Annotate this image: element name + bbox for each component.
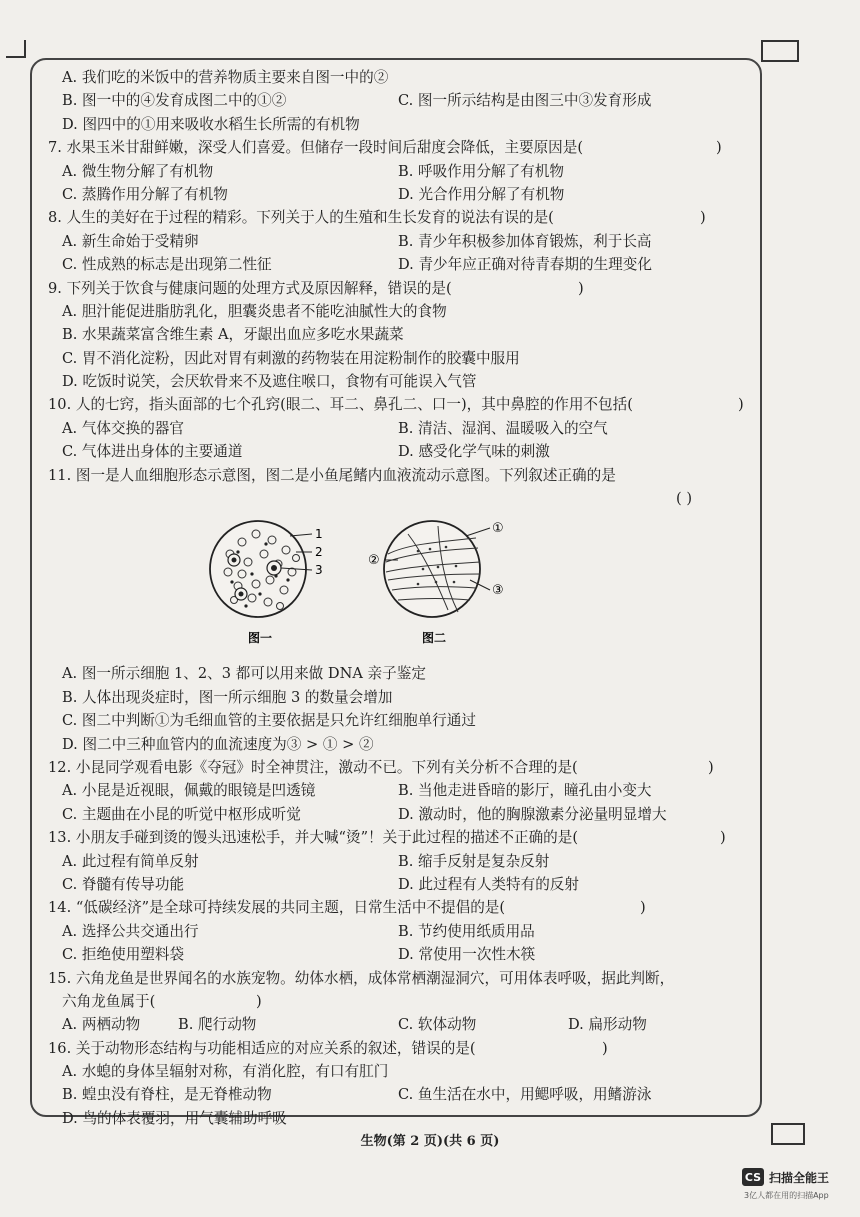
- q16-stem: 16. 关于动物形态结构与功能相适应的对应关系的叙述，错误的是( ): [48, 1039, 608, 1057]
- q8-stem: 8. 人生的美好在于过程的精彩。下列关于人的生殖和生长发育的说法有误的是( ): [48, 209, 706, 227]
- q10-option-b: B. 清洁、湿润、温暖吸入的空气: [398, 419, 608, 437]
- q16-option-b: B. 蝗虫没有脊柱，是无脊椎动物: [62, 1086, 272, 1104]
- corner-mark-top-left: [6, 40, 26, 58]
- scanner-watermark: [742, 1168, 829, 1186]
- q12-option-d: D. 激动时，他的胸腺激素分泌量明显增大: [398, 805, 667, 823]
- q10-options-cd: [48, 440, 748, 463]
- q10-options-ab: [48, 417, 748, 440]
- q15-option-a: A. 两栖动物: [62, 1016, 141, 1034]
- q8-options-ab: [48, 230, 748, 253]
- q11-answer-paren: ( ): [676, 490, 693, 508]
- q9-stem: 9. 下列关于饮食与健康问题的处理方式及原因解释，错误的是( ): [48, 279, 584, 297]
- q16-options-bc: [48, 1083, 748, 1106]
- q15-options: [48, 1013, 748, 1036]
- q7-option-a: A. 微生物分解了有机物: [62, 162, 214, 180]
- fig2-label-3: ③: [492, 583, 504, 599]
- q7-stem: 7. 水果玉米甘甜鲜嫩，深受人们喜爱。但储存一段时间后甜度会降低，主要原因是( ): [48, 139, 722, 157]
- q11-option-a: A. 图一所示细胞 1、2、3 都可以用来做 DNA 亲子鉴定: [62, 665, 426, 683]
- q7-option-d: D. 光合作用分解了有机物: [398, 185, 565, 203]
- q12-options-cd: [48, 803, 748, 826]
- q11-option-b: B. 人体出现炎症时，图一所示细胞 3 的数量会增加: [62, 688, 393, 706]
- q9-option-c: C. 胃不消化淀粉，因此对胃有刺激的药物装在用淀粉制作的胶囊中服用: [62, 349, 520, 367]
- q8-option-b: B. 青少年积极参加体育锻炼，利于长高: [398, 232, 652, 250]
- fig1-label-2: 2: [315, 545, 323, 560]
- q15-option-b: B. 爬行动物: [178, 1016, 257, 1034]
- q16-option-a: A. 水螅的身体呈辐射对称，有消化腔，有口有肛门: [62, 1063, 389, 1081]
- q11-option-c: C. 图二中判断①为毛细血管的主要依据是只允许红细胞单行通过: [62, 712, 476, 730]
- corner-mark-top-right: [761, 40, 799, 62]
- q14-option-b: B. 节约使用纸质用品: [398, 922, 535, 940]
- q10-option-c: C. 气体进出身体的主要通道: [62, 443, 243, 461]
- blood-figures: [208, 514, 608, 662]
- q14-stem: 14. “低碳经济”是全球可持续发展的共同主题，日常生活中不提倡的是( ): [48, 899, 646, 917]
- q7-option-c: C. 蒸腾作用分解了有机物: [62, 185, 228, 203]
- q15-stem-2: 六角龙鱼属于( ): [62, 992, 262, 1010]
- q6-option-c: C. 图一所示结构是由图三中③发育形成: [398, 92, 652, 110]
- q13-stem: 13. 小朋友手碰到烫的馒头迅速松手，并大喊“烫”！关于此过程的描述不正确的是( ): [48, 829, 726, 847]
- q13-option-d: D. 此过程有人类特有的反射: [398, 875, 579, 893]
- q7-options-ab: [48, 160, 748, 183]
- fig1-caption: 图一: [248, 631, 273, 646]
- q12-options-ab: [48, 779, 748, 802]
- q8-options-cd: [48, 253, 748, 276]
- figure-2-fish-tail-vessels: [368, 521, 504, 645]
- q14-option-c: C. 拒绝使用塑料袋: [62, 946, 185, 964]
- fig2-label-1: ①: [492, 521, 504, 537]
- question-content: [48, 66, 748, 1130]
- q6-option-a: A. 我们吃的米饭中的营养物质主要来自图一中的②: [62, 69, 389, 86]
- q11-stem: 11. 图一是人血细胞形态示意图，图二是小鱼尾鳍内血液流动示意图。下列叙述正确的是: [48, 466, 616, 484]
- q14-options-cd: [48, 943, 748, 966]
- fig2-caption: 图二: [422, 631, 447, 646]
- q11-figures: [48, 514, 748, 662]
- q9-option-d: D. 吃饭时说笑，会厌软骨来不及遮住喉口，食物有可能误入气管: [62, 373, 477, 391]
- q13-option-c: C. 脊髓有传导功能: [62, 875, 185, 893]
- q15-option-c: C. 软体动物: [398, 1016, 477, 1034]
- q9-option-b: B. 水果蔬菜富含维生素 A，牙龈出血应多吃水果蔬菜: [62, 326, 404, 344]
- page-footer: 生物(第 2 页)(共 6 页): [360, 1134, 500, 1149]
- scanner-app-name: 扫描全能王: [769, 1170, 830, 1185]
- q8-option-a: A. 新生命始于受精卵: [62, 232, 199, 250]
- q16-option-d: D. 鸟的体表覆羽，用气囊辅助呼吸: [62, 1109, 287, 1127]
- q6-option-d: D. 图四中的①用来吸收水稻生长所需的有机物: [62, 115, 360, 133]
- q8-option-c: C. 性成熟的标志是出现第二性征: [62, 256, 272, 274]
- scanner-logo-icon: CS: [742, 1168, 764, 1186]
- q13-options-ab: [48, 850, 748, 873]
- q12-option-a: A. 小昆是近视眼，佩戴的眼镜是凹透镜: [62, 782, 316, 800]
- q10-stem: 10. 人的七窍，指头面部的七个孔窍(眼二、耳二、鼻孔二、口一)，其中鼻腔的作用不包括( ): [48, 396, 744, 414]
- q12-option-c: C. 主题曲在小昆的听觉中枢形成听觉: [62, 805, 301, 823]
- q14-options-ab: [48, 920, 748, 943]
- figure-1-blood-cells: [210, 521, 323, 645]
- q6-option-b: B. 图一中的④发育成图二中的①②: [62, 92, 287, 110]
- q14-option-a: A. 选择公共交通出行: [62, 922, 199, 940]
- q13-option-a: A. 此过程有简单反射: [62, 852, 199, 870]
- q12-option-b: B. 当他走进昏暗的影厅，瞳孔由小变大: [398, 782, 652, 800]
- scanner-tagline: 3亿人都在用的扫描App: [744, 1191, 829, 1200]
- q6-options-bc: [48, 89, 748, 112]
- q10-option-d: D. 感受化学气味的刺激: [398, 443, 550, 461]
- fig1-label-3: 3: [315, 563, 323, 578]
- q14-option-d: D. 常使用一次性木筷: [398, 946, 536, 964]
- fig1-label-1: 1: [315, 527, 323, 542]
- q15-option-d: D. 扁形动物: [568, 1016, 647, 1034]
- q7-options-cd: [48, 183, 748, 206]
- q10-option-a: A. 气体交换的器官: [62, 419, 184, 437]
- q16-option-c: C. 鱼生活在水中，用鳃呼吸，用鳍游泳: [398, 1086, 652, 1104]
- q13-options-cd: [48, 873, 748, 896]
- fig2-label-2: ②: [368, 553, 380, 569]
- q15-stem: 15. 六角龙鱼是世界闻名的水族宠物。幼体水栖，成体常栖潮湿洞穴，可用体表呼吸，据此判断，: [48, 969, 675, 987]
- q9-option-a: A. 胆汁能促进脂肪乳化，胆囊炎患者不能吃油腻性大的食物: [62, 302, 447, 320]
- q11-option-d: D. 图二中三种血管内的血流速度为③ > ① > ②: [62, 735, 374, 753]
- q12-stem: 12. 小昆同学观看电影《夺冠》时全神贯注，激动不已。下列有关分析不合理的是( ): [48, 758, 714, 776]
- q8-option-d: D. 青少年应正确对待青春期的生理变化: [398, 256, 652, 274]
- q13-option-b: B. 缩手反射是复杂反射: [398, 852, 550, 870]
- q7-option-b: B. 呼吸作用分解了有机物: [398, 162, 564, 180]
